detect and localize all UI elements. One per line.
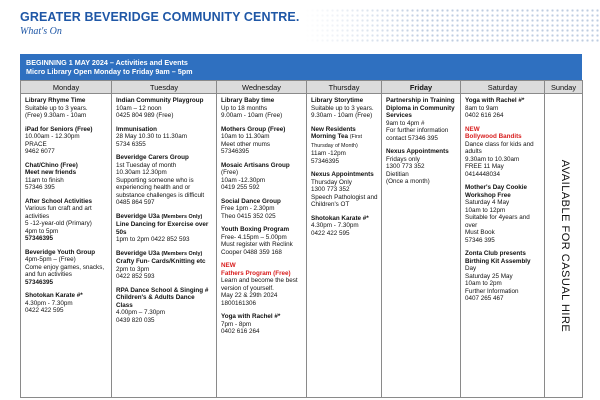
event-title: Partnership in Training Diploma in Community Services: [386, 97, 455, 119]
event-detail: 0439 820 035: [116, 316, 155, 324]
day-header-saturday: Saturday: [461, 81, 545, 94]
day-cell-saturday: [461, 94, 545, 398]
event-title: Yoga with Rachel #*: [465, 97, 525, 104]
event-title: Mother's Day Cookie Workshop Free: [465, 184, 528, 199]
event-detail: 10am to 2pm: [465, 280, 502, 287]
event-note: (Members Only): [161, 250, 203, 257]
event-saturday: [465, 250, 541, 303]
event-detail: Must Book: [465, 229, 495, 236]
event-title: Yoga with Rachel #*: [221, 313, 281, 320]
event-tuesday: [116, 126, 213, 149]
event-detail: 0422 852 593: [116, 273, 155, 280]
day-cell-thursday: [307, 94, 382, 398]
day-header-thursday: Thursday: [307, 81, 382, 94]
event-title: Beveridge U3a: [116, 249, 160, 257]
event-title: Youth Boxing Program: [221, 226, 290, 233]
event-tuesday: [116, 250, 213, 281]
event-wednesday: [221, 226, 303, 256]
event-detail: Up to 18 months: [221, 104, 268, 112]
event-tuesday: [116, 287, 213, 325]
event-detail: 0422 422 595: [311, 229, 350, 237]
event-monday: [25, 249, 108, 287]
event-detail: 4.30pm - 7.30pm: [25, 299, 73, 307]
event-thursday: [311, 126, 378, 166]
event-detail: 10am -12.30pm: [221, 176, 266, 184]
event-title: Beveridge Youth Group: [25, 248, 96, 256]
event-monday: [25, 126, 108, 156]
event-detail: 9.30am to 10.30am: [465, 155, 520, 163]
event-title: Social Dance Group: [221, 197, 281, 205]
event-detail: Dance class for kids and adults: [465, 140, 534, 155]
event-detail: Thursday Only: [311, 178, 352, 186]
event-saturday: [465, 126, 541, 179]
event-detail: Various fun craft and art activities: [25, 205, 92, 220]
event-detail: Suitable up to 3 years.: [25, 104, 88, 112]
event-detail: FREE 11 May: [465, 163, 504, 170]
event-title: Beveridge U3a: [116, 212, 160, 220]
event-tuesday: [116, 213, 213, 244]
event-title: After School Activities: [25, 197, 92, 205]
event-detail: 0422 422 595: [25, 307, 64, 314]
day-header-monday: Monday: [21, 81, 112, 94]
event-detail: 10am – 12 noon: [116, 104, 162, 112]
event-title: Chat/Chino (Free): [25, 161, 78, 169]
event-detail: Learn and become the best version of yourself.: [221, 277, 298, 292]
event-title: Zonta Club presents Birthing Kit Assembly: [465, 250, 531, 265]
event-detail: 11am to finish: [25, 176, 64, 184]
event-subtitle: Meet new friends: [25, 169, 77, 176]
event-detail: (Free) 9.30am - 10am: [25, 112, 87, 119]
event-note: (Members Only): [161, 213, 203, 220]
banner-line-2: Micro Library Open Monday to Friday 9am – 5pm: [26, 67, 193, 76]
page-subtitle: What's On: [20, 26, 62, 37]
event-detail: Suitable for 4years and over: [465, 214, 530, 229]
event-detail: 9am to 4pm #: [386, 119, 425, 127]
event-title: Shotokan Karate #*: [25, 292, 83, 299]
event-title: Bollywood Bandits: [465, 133, 522, 140]
event-detail: 0419 255 592: [221, 184, 260, 191]
event-monday: [25, 162, 108, 192]
weekly-schedule-table: [20, 80, 583, 398]
event-detail: Fridays only: [386, 155, 420, 163]
day-cell-sunday: [545, 94, 583, 398]
event-detail: 57346395: [311, 157, 340, 165]
event-detail: 10am to 12pm: [465, 206, 506, 214]
event-title: iPad for Seniors (Free): [25, 125, 93, 133]
day-header-tuesday: Tuesday: [112, 81, 217, 94]
event-detail: Suitable up to 3 years.: [311, 104, 374, 112]
event-detail: Meet other mums: [221, 140, 270, 148]
event-detail: 0425 804 989 (Free): [116, 112, 174, 119]
event-detail: Day: [465, 265, 477, 272]
event-contact: 57346395: [25, 278, 54, 286]
event-monday: [25, 97, 108, 120]
event-detail: 0414448034: [465, 170, 501, 178]
event-saturday: [465, 97, 541, 120]
event-detail: Come enjoy games, snacks, and fun activities: [25, 263, 105, 278]
event-detail: 5 -12-year-old (Primary): [25, 220, 92, 227]
event-subtitle: Line Dancing for Exercise over 50s: [116, 221, 209, 236]
event-detail: Saturday 25 May: [465, 272, 513, 280]
event-thursday: [311, 97, 378, 120]
event-contact: 57346395: [25, 235, 54, 242]
day-cell-wednesday: [217, 94, 307, 398]
event-title: RPA Dance School & Singing #: [116, 286, 209, 294]
event-detail: 1800161306: [221, 299, 257, 307]
day-cell-friday: [382, 94, 461, 398]
schedule-row: [21, 94, 583, 398]
event-wednesday: [221, 262, 303, 307]
event-detail: 1300 773 352: [311, 186, 350, 193]
event-note: (First Thursday of Month): [311, 134, 362, 149]
event-detail: 10.00am - 12.30pm: [25, 133, 80, 140]
event-detail: May 22 & 29th 2024: [221, 292, 278, 299]
event-detail: 0402 616 264: [221, 328, 260, 335]
event-detail: 1st Tuesday of month: [116, 161, 177, 169]
event-detail: 2pm to 3pm: [116, 265, 150, 273]
event-detail: Dietitian: [386, 170, 409, 178]
event-detail: (Free): [221, 169, 239, 176]
day-header-sunday: Sunday: [545, 81, 583, 94]
event-title: Shotokan Karate #*: [311, 214, 369, 222]
event-title: Nexus Appointments: [386, 148, 449, 155]
event-detail: 0407 265 467: [465, 295, 504, 302]
event-detail: 28 May 10.30 to 11.30am: [116, 133, 187, 140]
event-detail: For further information contact 57346 395: [386, 127, 449, 142]
event-tuesday: [116, 97, 213, 120]
event-title: Library Rhyme Time: [25, 97, 86, 104]
day-header-row: [21, 81, 583, 94]
schedule-banner: [20, 54, 582, 80]
event-wednesday: [221, 162, 303, 192]
new-badge: NEW: [221, 262, 236, 269]
event-wednesday: [221, 126, 303, 156]
event-detail: 9462 6077: [25, 148, 55, 155]
event-detail: (Once a month): [386, 178, 430, 185]
new-badge: NEW: [465, 125, 480, 133]
event-detail: 7pm - 8pm: [221, 320, 252, 328]
event-detail: Free 1pm - 2.30pm: [221, 205, 275, 212]
day-cell-tuesday: [112, 94, 217, 398]
event-title: Mothers Group (Free): [221, 125, 286, 133]
event-detail: 1300 773 352: [386, 163, 425, 170]
event-subtitle: Crafty Fun- Cards/Knitting etc: [116, 258, 206, 265]
event-detail: 9.00am - 10am (Free): [221, 112, 283, 119]
day-header-wednesday: Wednesday: [217, 81, 307, 94]
event-detail: Supporting someone who is experiencing health and or substance challenges is difficult: [116, 176, 205, 199]
event-detail: 9.30am - 10am (Free): [311, 112, 373, 119]
event-detail: Free- 4.15pm – 5.00pm: [221, 233, 287, 241]
event-title: Library Baby time: [221, 97, 275, 104]
event-title: Fathers Program (Free): [221, 269, 291, 277]
event-monday: [25, 292, 108, 315]
event-thursday: [311, 171, 378, 209]
event-wednesday: [221, 97, 303, 120]
event-title: Indian Community Playgroup: [116, 97, 204, 104]
header: [0, 0, 600, 44]
event-detail: 4.00pm – 7.30pm: [116, 309, 166, 316]
event-friday: [386, 148, 457, 186]
event-title: Beveridge Carers Group: [116, 154, 189, 161]
org-title: GREATER BEVERIDGE COMMUNITY CENTRE.: [20, 10, 300, 24]
event-detail: Saturday 4 May: [465, 199, 510, 206]
event-detail: 4pm-5pm – (Free): [25, 256, 76, 263]
event-wednesday: [221, 313, 303, 336]
event-title: Library Storytime: [311, 97, 364, 104]
event-detail: Theo 0415 352 025: [221, 212, 276, 220]
event-detail: 57346395: [221, 148, 250, 155]
banner-line-1: BEGINNING 1 MAY 2024 – Activities and Events: [26, 58, 188, 67]
casual-hire-label: AVAILABLE FOR CASUAL HIRE: [558, 159, 571, 332]
event-detail: Speech Pathologist and Children's OT: [311, 193, 378, 208]
day-header-friday: Friday: [382, 81, 461, 94]
event-detail: 5734 6355: [116, 140, 146, 148]
event-detail: 1pm to 2pm 0422 852 593: [116, 236, 190, 243]
event-detail: 0485 864 597: [116, 199, 155, 206]
event-detail: 0402 616 264: [465, 112, 504, 119]
event-title: Nexus Appointments: [311, 171, 374, 178]
event-detail: PRACE: [25, 140, 47, 148]
event-detail: 57346 395: [25, 184, 55, 191]
day-cell-monday: [21, 94, 112, 398]
event-thursday: [311, 215, 378, 238]
event-tuesday: [116, 154, 213, 207]
event-detail: Must register with Reclink Cooper 0488 359 168: [221, 241, 293, 256]
event-title: Immunisation: [116, 125, 157, 133]
event-wednesday: [221, 198, 303, 221]
event-saturday: [465, 184, 541, 244]
event-detail: 57346 395: [465, 236, 495, 244]
event-detail: 4pm to 5pm: [25, 227, 59, 235]
event-monday: [25, 198, 108, 243]
dot-pattern-fade: [305, 8, 425, 42]
event-subtitle: Children's & Adults Dance Class: [116, 294, 195, 309]
event-friday: [386, 97, 457, 142]
event-detail: 8am to 9am: [465, 104, 499, 112]
event-title: Mosaic Artisans Group: [221, 161, 290, 169]
event-detail: 10am to 11.30am: [221, 133, 270, 140]
event-detail: 11am -12pm: [311, 150, 346, 157]
event-detail: Further Information: [465, 287, 519, 295]
event-detail: 10.30am 12.30pm: [116, 169, 167, 176]
event-detail: 4.30pm - 7.30pm: [311, 222, 359, 229]
event-title: New Residents Morning Tea: [311, 125, 356, 140]
